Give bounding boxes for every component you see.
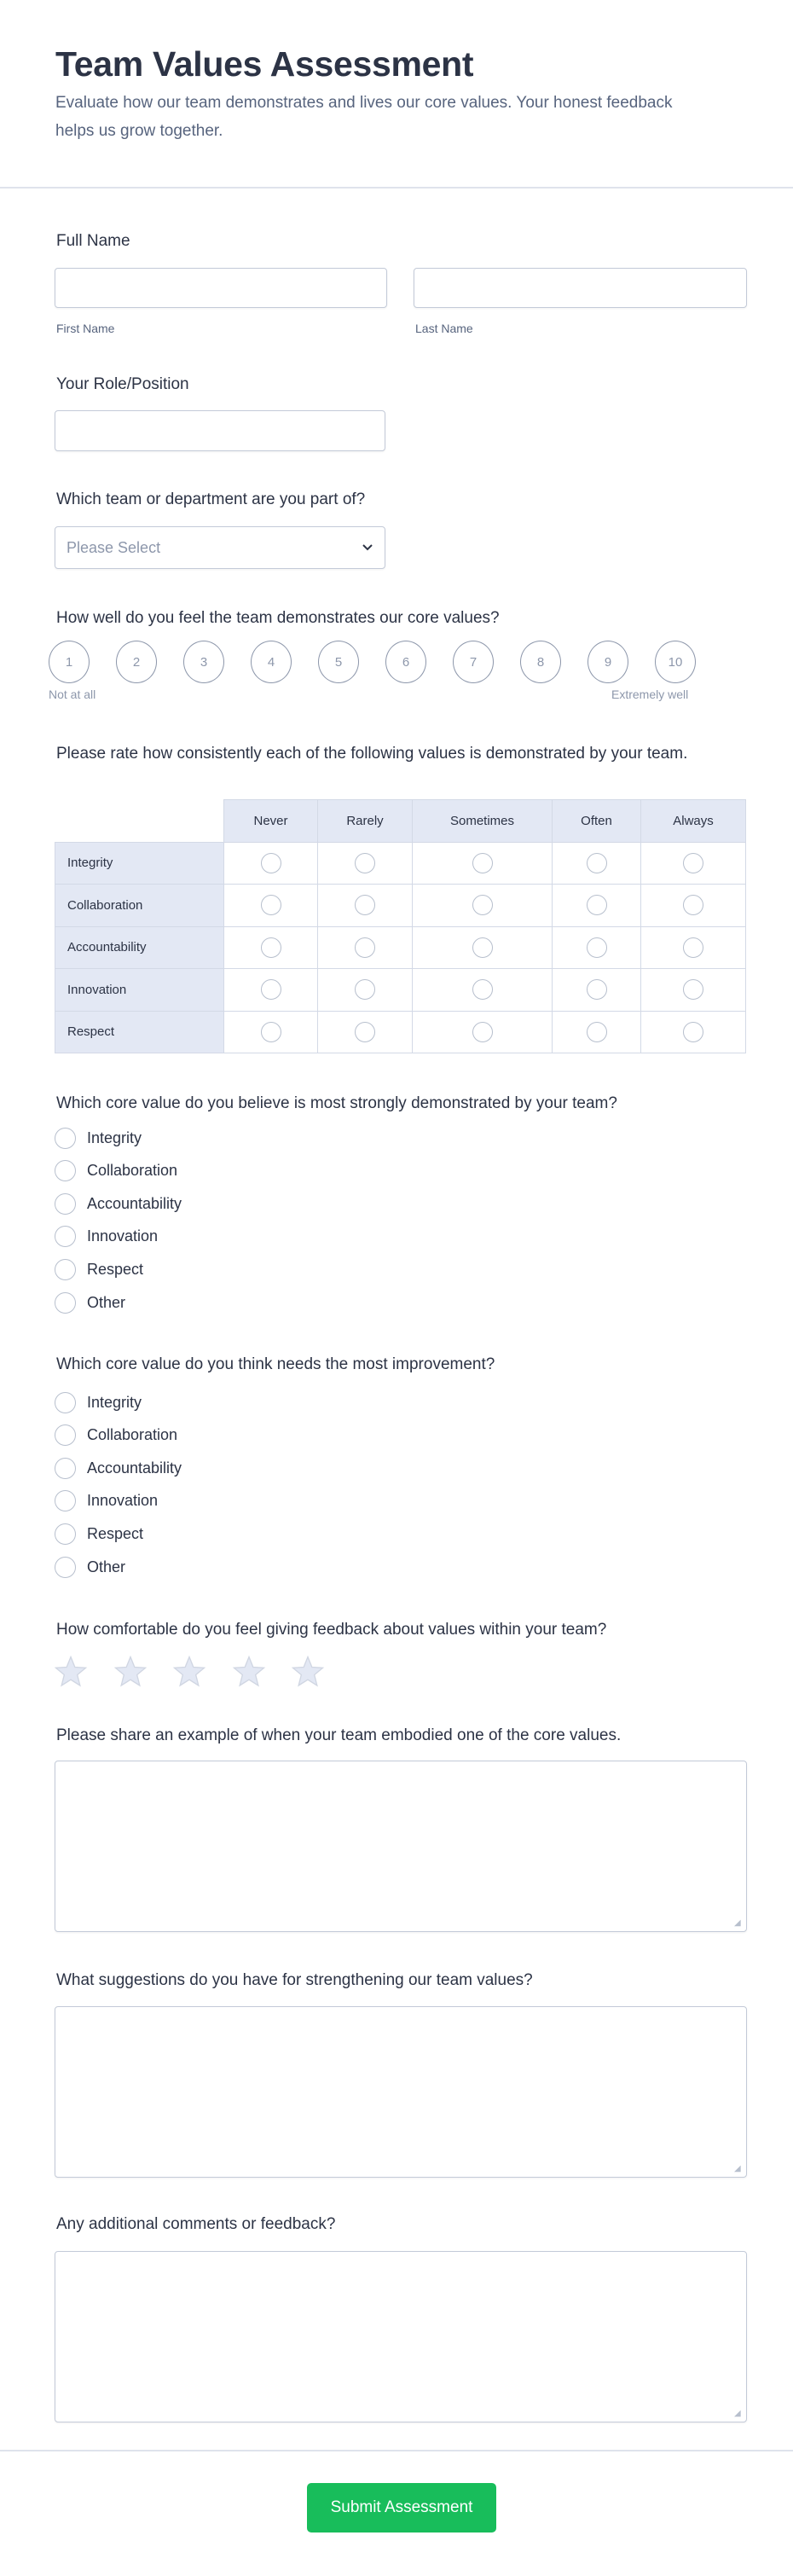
improvement-label: Which core value do you think needs the most improvement? — [56, 1355, 495, 1373]
matrix-radio-respect-never[interactable] — [261, 1022, 281, 1042]
matrix-column-header: Always — [641, 800, 746, 843]
strongest-option-label: Other — [87, 1293, 126, 1311]
improvement-option-label: Respect — [87, 1524, 144, 1542]
radio-button[interactable] — [55, 1458, 76, 1479]
example-textarea[interactable] — [55, 1761, 747, 1932]
matrix-radio-innovation-rarely[interactable] — [355, 979, 375, 1000]
submit-button[interactable]: Submit Assessment — [307, 2483, 496, 2532]
matrix-label: Please rate how consistently each of the following values is demonstrated by your team. — [56, 745, 688, 763]
scale-option-6[interactable]: 6 — [385, 641, 426, 683]
matrix-row — [55, 969, 746, 1012]
radio-button[interactable] — [55, 1160, 76, 1181]
comfort-label: How comfortable do you feel giving feedback about values within your team? — [56, 1621, 607, 1639]
matrix-radio-respect-rarely[interactable] — [355, 1022, 375, 1042]
matrix-cell — [413, 842, 553, 885]
matrix-cell — [641, 926, 746, 969]
resize-handle-icon[interactable]: ◢ — [734, 2409, 741, 2418]
strongest-option-label: Innovation — [87, 1227, 159, 1245]
improvement-option-label: Integrity — [87, 1393, 142, 1411]
matrix-radio-respect-sometimes[interactable] — [472, 1022, 493, 1042]
improvement-option[interactable] — [55, 1424, 177, 1447]
matrix-radio-accountability-often[interactable] — [587, 937, 607, 958]
matrix-cell — [413, 926, 553, 969]
scale-max-label: Extremely well — [611, 688, 689, 701]
radio-button[interactable] — [55, 1128, 76, 1149]
matrix-cell — [641, 1011, 746, 1053]
improvement-option[interactable] — [55, 1457, 182, 1479]
last-name-sublabel: Last Name — [415, 322, 473, 335]
role-input[interactable] — [55, 410, 385, 451]
header-divider — [0, 187, 793, 189]
star-3-icon[interactable] — [172, 1655, 206, 1693]
strongest-option[interactable] — [55, 1226, 158, 1248]
first-name-sublabel: First Name — [56, 322, 115, 335]
scale-option-8[interactable]: 8 — [520, 641, 561, 683]
matrix-cell — [413, 1011, 553, 1053]
chevron-down-icon — [362, 543, 373, 552]
radio-button[interactable] — [55, 1292, 76, 1314]
matrix-radio-collaboration-sometimes[interactable] — [472, 895, 493, 915]
scale-option-3[interactable]: 3 — [183, 641, 224, 683]
strongest-label: Which core value do you believe is most strongly demonstrated by your team? — [56, 1094, 617, 1112]
matrix-radio-respect-always[interactable] — [683, 1022, 703, 1042]
matrix-radio-innovation-never[interactable] — [261, 979, 281, 1000]
scale-option-10[interactable]: 10 — [655, 641, 696, 683]
improvement-option-label: Collaboration — [87, 1426, 178, 1444]
matrix-cell — [318, 842, 413, 885]
comments-textarea[interactable] — [55, 2251, 747, 2422]
suggestions-textarea[interactable] — [55, 2006, 747, 2178]
matrix-row — [55, 842, 746, 885]
role-label: Your Role/Position — [56, 375, 189, 393]
resize-handle-icon[interactable]: ◢ — [734, 2164, 741, 2173]
scale-option-5[interactable]: 5 — [318, 641, 359, 683]
scale-option-4[interactable]: 4 — [251, 641, 292, 683]
page-description: Evaluate how our team demonstrates and lives our core values. Your honest feedback helps us grow together. — [55, 94, 673, 140]
scale-option-1[interactable]: 1 — [49, 641, 90, 683]
improvement-option-label: Accountability — [87, 1459, 182, 1477]
resize-handle-icon[interactable]: ◢ — [734, 1918, 741, 1928]
values-matrix — [55, 799, 746, 1053]
matrix-cell — [318, 885, 413, 927]
matrix-radio-accountability-never[interactable] — [261, 937, 281, 958]
matrix-row — [55, 926, 746, 969]
team-select-value: Please Select — [67, 538, 161, 556]
suggestions-label: What suggestions do you have for strengthening our team values? — [56, 1971, 533, 1989]
radio-button[interactable] — [55, 1523, 76, 1545]
strongest-option[interactable] — [55, 1258, 143, 1280]
improvement-option-label: Other — [87, 1558, 126, 1575]
improvement-option[interactable] — [55, 1490, 158, 1512]
star-4-icon[interactable] — [232, 1655, 266, 1693]
matrix-cell — [224, 842, 318, 885]
matrix-radio-innovation-always[interactable] — [683, 979, 703, 1000]
matrix-column-header: Sometimes — [413, 800, 553, 843]
radio-button[interactable] — [55, 1490, 76, 1511]
matrix-row — [55, 885, 746, 927]
matrix-column-header: Rarely — [318, 800, 413, 843]
matrix-cell — [641, 885, 746, 927]
scale-label: How well do you feel the team demonstrates our core values? — [56, 609, 500, 627]
radio-button[interactable] — [55, 1557, 76, 1578]
matrix-cell — [224, 926, 318, 969]
matrix-radio-integrity-often[interactable] — [587, 853, 607, 873]
radio-button[interactable] — [55, 1193, 76, 1215]
strongest-option[interactable] — [55, 1291, 125, 1314]
matrix-radio-integrity-never[interactable] — [261, 853, 281, 873]
matrix-row — [55, 1011, 746, 1053]
matrix-column-header: Never — [224, 800, 318, 843]
matrix-radio-accountability-sometimes[interactable] — [472, 937, 493, 958]
matrix-cell — [641, 969, 746, 1012]
radio-button[interactable] — [55, 1392, 76, 1413]
matrix-radio-innovation-sometimes[interactable] — [472, 979, 493, 1000]
team-label: Which team or department are you part of? — [56, 490, 366, 508]
star-2-icon[interactable] — [113, 1655, 148, 1693]
radio-button[interactable] — [55, 1226, 76, 1247]
matrix-radio-integrity-always[interactable] — [683, 853, 703, 873]
footer-divider — [0, 2450, 793, 2451]
star-5-icon[interactable] — [291, 1655, 325, 1693]
strongest-option-label: Respect — [87, 1260, 144, 1278]
matrix-row-label: Integrity — [55, 842, 224, 885]
matrix-cell — [413, 885, 553, 927]
matrix-radio-collaboration-rarely[interactable] — [355, 895, 375, 915]
last-name-input[interactable] — [414, 268, 747, 308]
matrix-cell — [553, 885, 641, 927]
matrix-cell — [641, 842, 746, 885]
matrix-row-label: Respect — [55, 1011, 224, 1053]
scale-option-2[interactable]: 2 — [116, 641, 157, 683]
strongest-option-label: Collaboration — [87, 1162, 178, 1180]
team-select[interactable] — [55, 526, 385, 569]
improvement-option[interactable] — [55, 1556, 125, 1578]
matrix-cell — [553, 842, 641, 885]
matrix-radio-integrity-sometimes[interactable] — [472, 853, 493, 873]
matrix-column-header: Often — [553, 800, 641, 843]
matrix-radio-collaboration-never[interactable] — [261, 895, 281, 915]
scale-option-9[interactable]: 9 — [588, 641, 628, 683]
matrix-radio-collaboration-often[interactable] — [587, 895, 607, 915]
comments-label: Any additional comments or feedback? — [56, 2215, 336, 2233]
matrix-radio-innovation-often[interactable] — [587, 979, 607, 1000]
first-name-input[interactable] — [55, 268, 387, 308]
matrix-row-label: Accountability — [55, 926, 224, 969]
strongest-option[interactable] — [55, 1192, 182, 1215]
matrix-radio-accountability-rarely[interactable] — [355, 937, 375, 958]
matrix-corner — [55, 800, 224, 843]
matrix-cell — [318, 969, 413, 1012]
matrix-row-label: Collaboration — [55, 885, 224, 927]
matrix-cell — [224, 969, 318, 1012]
example-label: Please share an example of when your team embodied one of the core values. — [56, 1726, 622, 1744]
matrix-row-label: Innovation — [55, 969, 224, 1012]
improvement-option[interactable] — [55, 1391, 142, 1413]
matrix-cell — [318, 926, 413, 969]
improvement-option[interactable] — [55, 1523, 143, 1545]
matrix-radio-accountability-always[interactable] — [683, 937, 703, 958]
radio-button[interactable] — [55, 1259, 76, 1280]
radio-button[interactable] — [55, 1424, 76, 1446]
full-name-label: Full Name — [56, 232, 130, 250]
improvement-option-label: Innovation — [87, 1492, 159, 1510]
star-1-icon[interactable] — [54, 1655, 88, 1693]
page-title: Team Values Assessment — [55, 44, 474, 84]
matrix-cell — [413, 969, 553, 1012]
matrix-cell — [553, 969, 641, 1012]
matrix-cell — [553, 1011, 641, 1053]
matrix-cell — [224, 885, 318, 927]
matrix-cell — [318, 1011, 413, 1053]
strongest-option-label: Integrity — [87, 1128, 142, 1146]
matrix-cell — [224, 1011, 318, 1053]
scale-min-label: Not at all — [49, 688, 96, 701]
matrix-radio-respect-often[interactable] — [587, 1022, 607, 1042]
scale-option-7[interactable]: 7 — [453, 641, 494, 683]
strongest-option[interactable] — [55, 1160, 177, 1182]
matrix-radio-integrity-rarely[interactable] — [355, 853, 375, 873]
strongest-option[interactable] — [55, 1127, 142, 1149]
matrix-cell — [553, 926, 641, 969]
strongest-option-label: Accountability — [87, 1194, 182, 1212]
matrix-radio-collaboration-always[interactable] — [683, 895, 703, 915]
